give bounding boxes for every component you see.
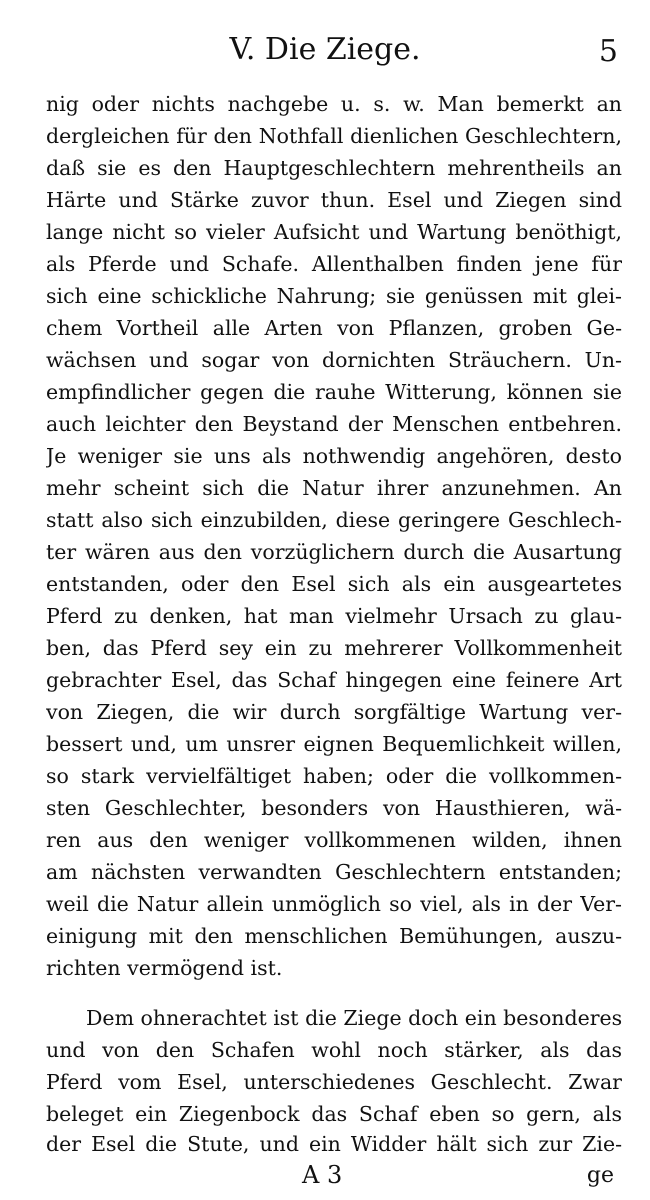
text-line: Pferd zu denken, hat man vielmehr Ursach zu glau-: [46, 604, 622, 628]
text-line: chem Vortheil alle Arten von Pflanzen, groben Ge-: [46, 316, 622, 340]
text-line: von Ziegen, die wir durch sorgfältige Wartung ver-: [46, 700, 622, 724]
running-header-title: V. Die Ziege.: [229, 32, 421, 67]
text-line: beleget ein Ziegenbock das Schaf eben so gern, als: [46, 1102, 622, 1126]
text-line: als Pferde und Schafe. Allenthalben finden jene für: [46, 252, 622, 276]
text-line: sich eine schickliche Nahrung; sie genüssen mit glei-: [46, 284, 622, 308]
text-line: dergleichen für den Nothfall dienlichen Geschlechtern,: [46, 124, 622, 148]
page-number: 5: [598, 34, 618, 69]
text-line: und von den Schafen wohl noch stärker, als das: [46, 1038, 622, 1062]
text-line: gebrachter Esel, das Schaf hingegen eine feinere Art: [46, 668, 622, 692]
text-line: weil die Natur allein unmöglich so viel, als in der Ver-: [46, 892, 622, 916]
text-line: empfindlicher gegen die rauhe Witterung, können sie: [46, 380, 622, 404]
text-line: ter wären aus den vorzüglichern durch die Ausartung: [46, 540, 622, 564]
text-line: so stark vervielfältiget haben; oder die vollkommen-: [46, 764, 622, 788]
catchword: ge: [586, 1163, 614, 1188]
text-line: Dem ohnerachtet ist die Ziege doch ein besonderes: [86, 1006, 622, 1030]
text-line: wächsen und sogar von dornichten Sträuchern. Un-: [46, 348, 622, 372]
text-line: am nächsten verwandten Geschlechtern entstanden;: [46, 860, 622, 884]
text-line: ben, das Pferd sey ein zu mehrerer Vollkommenheit: [46, 636, 622, 660]
text-line: bessert und, um unsrer eignen Bequemlichkeit willen,: [46, 732, 622, 756]
text-line: statt also sich einzubilden, diese geringere Geschlech-: [46, 508, 622, 532]
text-line: sten Geschlechter, besonders von Hausthieren, wä-: [46, 796, 622, 820]
text-line: entstanden, oder den Esel sich als ein ausgeartetes: [46, 572, 622, 596]
text-line: Je weniger sie uns als nothwendig angehören, desto: [46, 444, 622, 468]
signature-mark: A 3: [302, 1161, 343, 1189]
text-line: nig oder nichts nachgebe u. s. w. Man bemerkt an: [46, 92, 622, 116]
text-line: ren aus den weniger vollkommenen wilden, ihnen: [46, 828, 622, 852]
text-line: daß sie es den Hauptgeschlechtern mehrentheils an: [46, 156, 622, 180]
text-line: mehr scheint sich die Natur ihrer anzunehmen. An: [46, 476, 622, 500]
text-line: lange nicht so vieler Aufsicht und Wartung benöthigt,: [46, 220, 622, 244]
text-line: der Esel die Stute, und ein Widder hält sich zur Zie-: [46, 1132, 622, 1156]
text-line: Pferd vom Esel, unterschiedenes Geschlecht. Zwar: [46, 1070, 622, 1094]
text-line: richten vermögend ist.: [46, 956, 283, 980]
text-line: Härte und Stärke zuvor thun. Esel und Ziegen sind: [46, 188, 622, 212]
text-line: einigung mit den menschlichen Bemühungen, auszu-: [46, 924, 622, 948]
text-line: auch leichter den Beystand der Menschen entbehren.: [46, 412, 622, 436]
